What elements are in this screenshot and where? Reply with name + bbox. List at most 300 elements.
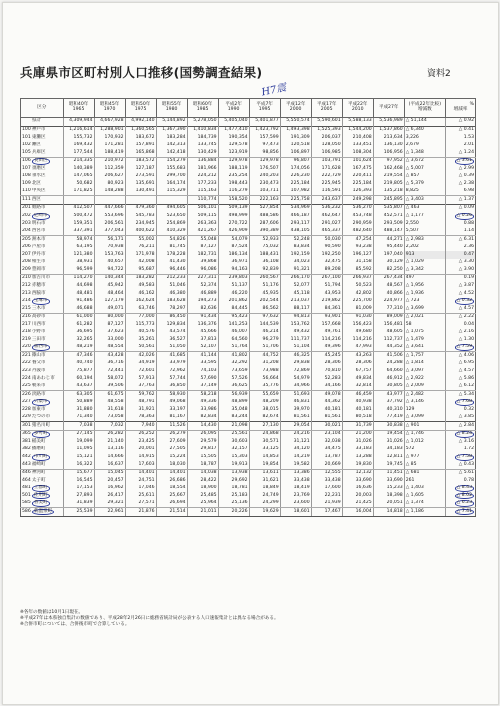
population-value: 71,340 [63,414,94,422]
population-value: 18,030 [156,461,187,469]
population-value: 14,430 [187,422,218,431]
population-value: 37,623 [94,329,125,337]
population-value: 39,506 [94,383,125,391]
population-value: 52,248 [280,236,311,244]
population-value: 95,423 [218,313,249,321]
population-value: 27,130 [249,422,280,431]
population-value: 48,209 [249,399,280,407]
population-value: 32,157 [218,446,249,454]
population-value: 41,430 [156,259,187,267]
rate-cell [446,383,476,391]
rate-value: △ 1.24 [458,149,474,155]
population-value: 135,691 [125,180,156,188]
population-value: 239,803 [218,274,249,282]
population-value: 97,632 [249,313,280,321]
population-value: 47,993 [342,344,373,352]
increase-value: △ 6,340 [404,126,445,134]
population-value: 45,666 [187,329,218,337]
population-value: 225,700 [342,298,373,306]
population-value: 81,561 [280,414,311,422]
population-value: 488,147 [373,228,404,236]
row-name: 神河町 [31,470,46,476]
row-code: 301 [21,422,31,431]
population-value: 5,590,601 [311,118,342,127]
rate-value: △ 3.87 [458,282,474,288]
population-value: 95,440 [373,244,404,252]
population-value: 116,279 [218,188,249,196]
header-year-jp: 昭和60年 [192,102,213,108]
row-code: 219 [21,336,31,344]
population-value: 452,571 [373,213,404,221]
row-code: 207 [21,251,31,259]
row-name-cell [31,236,63,244]
population-value: 1,544,200 [342,126,373,134]
population-value: 235,254 [218,173,249,181]
population-value: 96,279 [249,336,280,344]
population-value: 83,244 [218,414,249,422]
population-value: 27,571 [125,500,156,508]
header-year-jp: 平成2年 [225,102,242,108]
population-value: 196,127 [342,251,373,259]
population-value: 47,346 [63,352,94,360]
table-row [21,485,476,493]
table-row [21,142,476,150]
rate-value: △ 0.09 [458,205,474,211]
population-value: 54,826 [156,236,187,244]
increase-value: 572 [404,446,445,454]
population-value: 44,698 [63,282,94,290]
row-name: 宍粟市 [33,399,48,405]
population-value: 245,895 [373,196,404,205]
population-value: 156,481 [373,321,404,329]
population-value: 49,396 [311,344,342,352]
table-row [21,344,476,352]
population-value: 19,745 [373,461,404,469]
rate-value: △ 3.61 [456,158,472,164]
population-value: 1,288,901 [94,126,125,134]
population-value: 23,104 [311,430,342,438]
increase-value: △ 85 [404,461,445,469]
population-value: 59,762 [125,391,156,399]
population-value: 1,525,393 [311,126,342,134]
table-row [21,244,476,252]
population-value: 162,468 [373,165,404,173]
population-value: 92,839 [249,266,280,274]
row-name: 養父市 [31,360,46,366]
population-value: 38,931 [63,259,94,267]
population-value: 240,203 [249,173,280,181]
population-value: 41,144 [187,352,218,360]
population-value: 157,599 [249,134,280,142]
population-value: 93,238 [342,244,373,252]
header-year-jp: 平成12年 [285,102,306,108]
row-code: 217 [21,321,31,329]
row-name-cell [31,344,63,352]
population-value: 42,008 [125,259,156,267]
population-value: 86,450 [156,313,187,321]
population-value: 58,072 [94,375,125,383]
population-value: 158,520 [218,196,249,205]
row-code: 229 [21,414,31,422]
rate-cell [446,251,476,259]
row-code: 443 [21,461,31,469]
row-name-cell [31,259,63,267]
population-value: 43,953 [311,290,342,298]
population-value: 426,909 [218,228,249,236]
population-value: 63,195 [63,244,94,252]
population-value: 234,945 [125,220,156,228]
population-value: 88,117 [280,305,311,313]
population-value: 87,127 [94,321,125,329]
population-value: 64,660 [373,368,404,376]
population-value: 31,921 [125,406,156,414]
population-value: 5,550,574 [280,118,311,127]
population-value: 7,038 [63,422,94,431]
population-value: 25,611 [125,492,156,500]
population-value: 33,979 [156,360,187,368]
rate-value: 0.04 [463,321,474,327]
rate-value: △ 2.38 [458,180,474,186]
population-value: 35,048 [218,406,249,414]
population-value: 91,486 [63,298,94,306]
rate-value: 1.53 [463,134,474,140]
population-value: 479,360 [125,205,156,213]
rate-cell [446,508,476,517]
population-value: 86,562 [249,305,280,313]
population-value: 57,690 [187,375,218,383]
population-value: 57,913 [125,375,156,383]
population-value: 46,007 [218,329,249,337]
population-value: 49,761 [311,329,342,337]
table-row [21,391,476,399]
increase-value: △ 463 [404,205,445,213]
population-value: 52,283 [311,375,342,383]
table-row [21,406,476,414]
row-name: 灘区 [31,142,42,148]
table-row [21,383,476,391]
population-value: 48,219 [63,344,94,352]
increase-value: 8,825 [404,188,445,196]
population-value: 22,961 [94,508,125,517]
population-value: 188,431 [249,251,280,259]
row-name: 上郡町 [33,485,48,491]
rate-cell [446,157,476,165]
population-value: 70,810 [311,368,342,376]
population-value: 377,043 [94,228,125,236]
population-value: 21,098 [218,422,249,431]
population-value: 36,695 [63,329,94,337]
header-year [187,99,218,118]
population-value: 156,423 [342,321,373,329]
population-value: 40,181 [311,406,342,414]
increase-value: △ 1,374 [404,500,445,508]
population-value: 46,459 [342,391,373,399]
increase-value: △ 1,348 [404,149,445,157]
row-code: 210 [21,274,31,282]
population-value: 38,015 [249,406,280,414]
population-value: 50,889 [63,399,94,407]
population-value: 110,774 [187,196,218,205]
rate-value: △ 6.23 [456,500,472,506]
population-value: 106,985 [311,149,342,157]
population-value: 183,284 [156,134,187,142]
row-name: 洲本市 [31,236,46,242]
table-row [21,266,476,274]
population-value: 40,181 [342,406,373,414]
population-value: 14,038 [187,469,218,477]
row-code: 216 [21,313,31,321]
footnote: ※平成27年は本県独自集計の数値であり、平成28年2月26日に総務省統計局が公表する人口速報集計とは異なる場合がある。 [20,616,279,622]
rate-value: △ 2.22 [458,314,474,320]
row-name: 兵庫区 [31,149,46,155]
row-name: 南あわじ市 [31,375,55,381]
population-value: 14,853 [249,454,280,462]
row-name: 篠山市 [31,352,46,358]
rate-value: 1.72 [463,446,474,452]
row-name: 宝塚市 [33,298,48,304]
population-value: 78,363 [125,414,156,422]
population-value: 25,964 [187,500,218,508]
population-value: 103,711 [249,188,280,196]
header-year-jp: 昭和45年 [99,102,120,108]
population-value: 46,380 [156,290,187,298]
header-year-ad: 2010 [351,107,364,112]
table-row [21,165,476,173]
row-code: 382 [21,446,31,454]
footnote: ※合併市町については、合併後市町で合算している。 [20,622,130,628]
rate-cell [446,228,476,236]
row-code: 101 [21,134,31,142]
rate-cell [446,321,476,329]
footnote: ※各年の数値は10月1日現在。 [20,610,84,615]
rate-value: 6.98 [463,188,474,194]
table-row [21,461,476,469]
header-year-jp: 平成22年 [347,102,368,108]
population-value: 45,942 [94,282,125,290]
population-value: 36,716 [94,360,125,368]
population-value: 40,576 [125,329,156,337]
population-value: 159,351 [63,220,94,228]
population-value: 5,144,892 [156,118,187,127]
population-value: 116,591 [311,188,342,196]
population-value: 87,524 [218,244,249,252]
population-value: 16,637 [94,461,125,469]
rate-cell [446,149,476,157]
population-value: 527,854 [249,205,280,213]
rate-cell [446,469,476,477]
increase-value: △ 3,097 [404,368,445,376]
row-name: 丹波市 [31,367,46,373]
row-name-cell [31,196,63,205]
row-name: 長田区 [33,158,48,164]
population-value: 155,732 [63,134,94,142]
header-year [249,99,280,118]
increase-value: △ 1,956 [404,282,445,290]
population-value: 34,166 [311,383,342,391]
population-value: 89,009 [373,313,404,321]
population-value: 90,590 [311,244,342,252]
population-value: 206,037 [311,134,342,142]
row-name: 太子町 [31,477,46,483]
table-row [21,313,476,321]
row-name-cell [31,251,63,259]
row-name: 相生市 [31,259,46,265]
table-row [21,157,476,165]
row-name-cell [31,149,63,157]
population-table [20,98,476,517]
row-name: 芦屋市 [31,244,46,250]
population-value: 1,493,398 [280,126,311,134]
population-value: 43,263 [342,352,373,360]
row-code: 227 [21,399,31,407]
population-value: 82,636 [187,305,218,313]
rate-value: △ 2.99 [458,165,474,171]
population-value: 17,603 [125,461,156,469]
population-value: 114,216 [311,336,342,344]
increase-value: 3,226 [404,134,445,142]
population-value: 46,688 [63,305,94,313]
population-value: 16,636 [342,485,373,493]
row-code [21,118,31,127]
population-value: 192,159 [280,251,311,259]
row-name: 赤穂市 [31,282,46,288]
population-value: 30,129 [373,259,404,267]
population-value: 49,078 [311,391,342,399]
increase-value: △ 977 [404,454,445,462]
rate-value: △ 7.58 [456,453,472,459]
population-value: 19,629 [249,508,280,517]
population-value: 40,938 [342,399,373,407]
population-value: 19,830 [342,461,373,469]
population-value: 123,919 [218,149,249,157]
header-year [156,99,187,118]
row-name: 西区 [31,196,42,202]
population-value: 49,834 [342,375,373,383]
population-value: 77,000 [125,313,156,321]
rate-value: △ 3.16 [458,438,474,444]
population-value: 15,045 [94,469,125,477]
population-value: 77,310 [373,305,404,313]
increase-value: △ 2,482 [404,391,445,399]
population-value: 15,505 [187,454,218,462]
rate-value: △ 0.26 [456,213,472,219]
increase-value: △ 1,186 [404,508,445,517]
population-value: 4,667,928 [94,118,125,127]
row-name: 豊岡市 [31,266,46,272]
header-year-ad: 2005 [320,107,333,112]
population-value: 33,438 [280,477,311,485]
row-name-cell [31,321,63,329]
row-name: 神戸市 [31,127,46,133]
population-value: 96,086 [187,266,218,274]
population-value: 40,740 [63,360,94,368]
population-value: 190,354 [218,134,249,142]
population-value: 26,279 [156,430,187,438]
population-value: 144,539 [249,321,280,329]
population-value: 84,445 [218,305,249,313]
population-value: 390,389 [249,228,280,236]
population-value: 183,628 [156,298,187,306]
population-value: 11,451 [373,469,404,477]
row-name: 市川町 [33,453,48,459]
population-value: 82,834 [187,414,218,422]
population-value: 29,692 [218,477,249,485]
increase-value: △ 2,983 [404,236,445,244]
population-value: 177,544 [63,149,94,157]
population-value: 213,037 [280,298,311,306]
population-value: 192,250 [311,251,342,259]
population-value: 181,966 [187,165,218,173]
population-value: 37,813 [187,336,218,344]
population-value: 32,814 [342,383,373,391]
population-value: 111,737 [280,336,311,344]
row-name: 伊丹市 [31,251,46,257]
population-value: 18,849 [249,485,280,493]
row-code: 108 [21,173,31,181]
increase-value: △ 1,814 [404,360,445,368]
rate-value: 1.14 [463,228,474,234]
row-code: 228 [21,406,31,414]
row-name-cell [31,336,63,344]
population-value: 25,183 [218,492,249,500]
population-value: 15,121 [63,454,94,462]
population-value: 81,561 [311,414,342,422]
population-value [63,196,94,205]
population-value: 201,862 [218,298,249,306]
population-value: 36,108 [249,259,280,267]
row-code: 223 [21,368,31,376]
header-year-jp: 平成17年 [316,102,337,108]
row-code: 109 [21,180,31,188]
population-value: 135,218 [373,188,404,196]
handwritten-note: H7震 [260,82,288,99]
row-name-cell [31,188,63,196]
population-value [94,196,125,205]
row-name-cell [31,173,63,181]
population-value: 140,344 [94,274,125,282]
population-value: 52,933 [249,236,280,244]
increase-value: △ 1,479 [404,336,445,344]
population-value: 133,451 [342,142,373,150]
table-row [21,399,476,407]
rate-cell [446,485,476,493]
rate-cell [446,305,476,313]
population-value: 36,625 [218,383,249,391]
population-value: 19,854 [249,461,280,469]
population-value: 127,187 [125,165,156,173]
increase-value: △ 1,936 [404,290,445,298]
rate-value: △ 4.06 [458,352,474,358]
population-value: 534,969 [280,205,311,213]
population-value: 31,621 [249,477,280,485]
row-code: 464 [21,477,31,485]
rate-cell [446,344,476,352]
population-value: 115,163 [187,188,218,196]
population-value: 177,233 [187,180,218,188]
row-name: 朝来市 [31,383,46,389]
population-value: 91,434 [187,313,218,321]
population-value: 49,680 [342,329,373,337]
increase-value: △ 3,099 [404,414,445,422]
row-name-cell [31,399,63,407]
rate-value: △ 3.90 [458,266,474,272]
table-row [21,274,476,282]
header-year [280,99,311,118]
population-value [125,196,156,205]
population-value: 58,974 [63,236,94,244]
increase-value: △ 51,144 [404,118,445,127]
table-row [21,469,476,477]
